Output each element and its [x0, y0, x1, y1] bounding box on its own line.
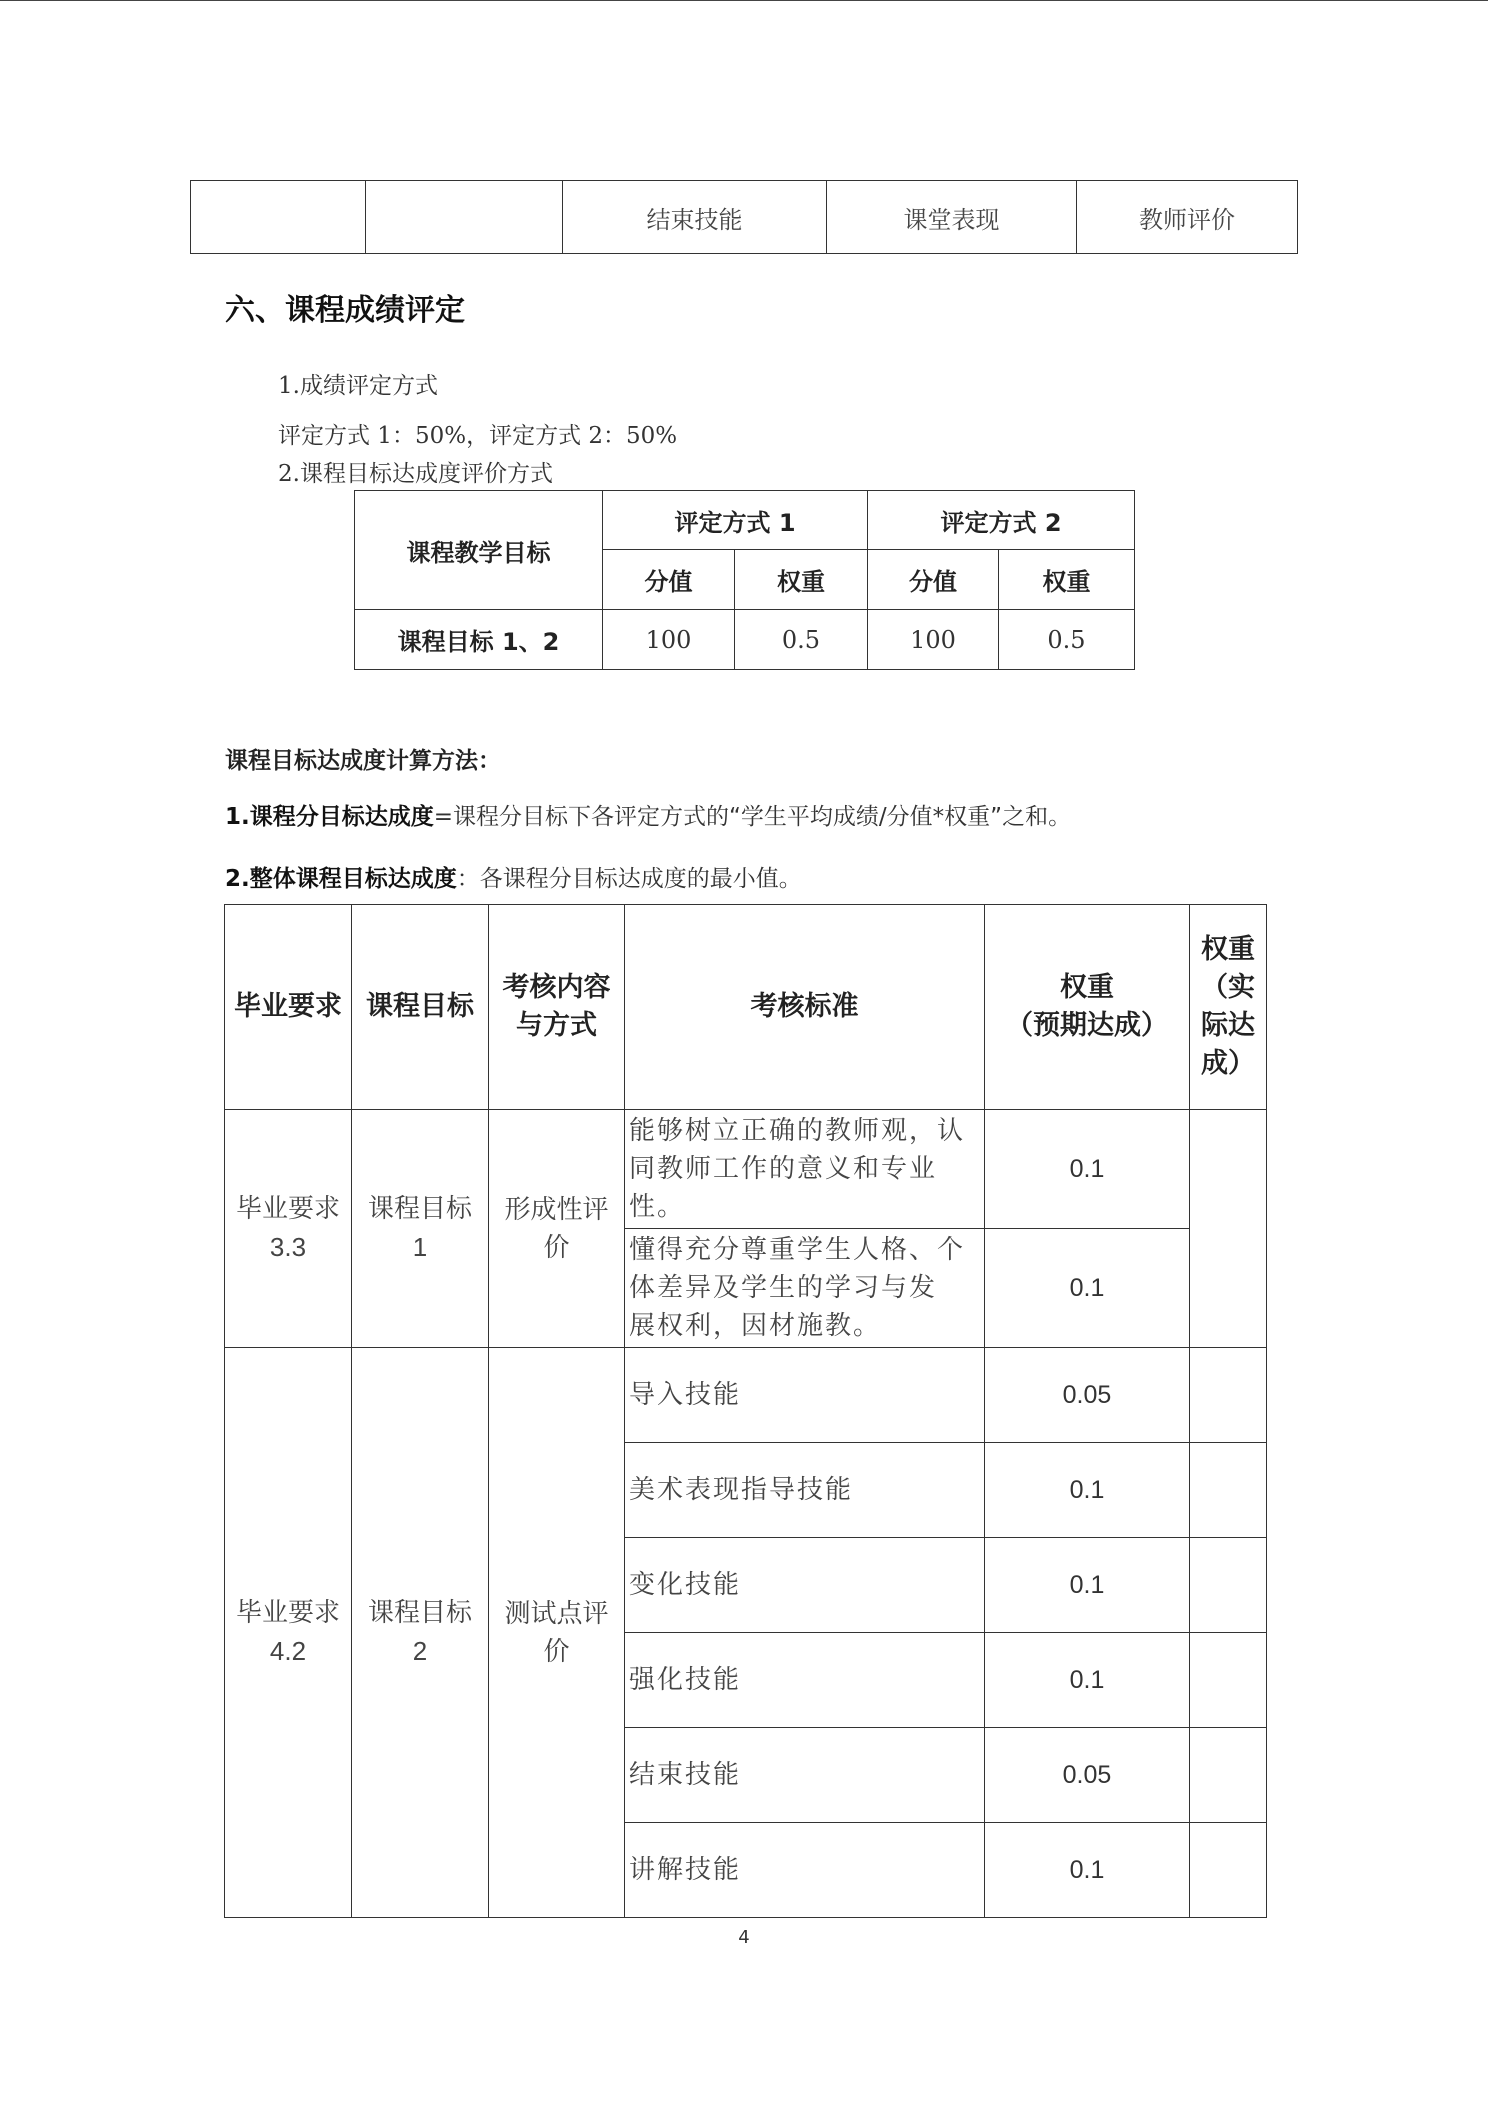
goal-number: 2 — [412, 1636, 428, 1666]
actual-weight-cell — [1190, 1110, 1267, 1348]
goal-text: 课程目标 — [367, 1194, 472, 1224]
table-cell: 教师评价 — [1077, 181, 1298, 254]
goal-evaluation-subtitle: 2.课程目标达成度评价方式 — [278, 461, 553, 487]
actual-weight-cell — [1190, 1823, 1267, 1918]
standard-cell: 讲解技能 — [625, 1823, 985, 1918]
content-header-line: 考核内容 — [502, 972, 611, 1003]
expected-weight-cell: 0.1 — [985, 1229, 1190, 1348]
weight-header-cell: 权重 — [735, 550, 868, 610]
score-header-cell: 分值 — [603, 550, 735, 610]
assessment-table — [224, 904, 1267, 1918]
standard-line: 懂得充分尊重学生人格、个 — [629, 1235, 966, 1265]
actual-weight-header-line: 成） — [1201, 1048, 1255, 1079]
content-header-line: 与方式 — [516, 1010, 597, 1041]
goal-header: 课程目标 — [352, 905, 489, 1110]
requirement-text: 毕业要求 — [235, 1194, 340, 1224]
table-row — [225, 1110, 1267, 1229]
standard-cell — [625, 1110, 985, 1229]
grading-table — [354, 490, 1135, 670]
section-title: 六、课程成绩评定 — [225, 293, 465, 328]
requirement-cell — [225, 1348, 352, 1918]
requirement-number: 4.2 — [269, 1636, 307, 1666]
goal-cell — [352, 1110, 489, 1348]
method-text: 形成性评 — [504, 1194, 609, 1225]
goal-text: 课程目标 — [367, 1598, 472, 1628]
requirement-header: 毕业要求 — [225, 905, 352, 1110]
expected-weight-cell: 0.05 — [985, 1348, 1190, 1443]
standard-cell: 结束技能 — [625, 1728, 985, 1823]
calc-line-1 — [225, 798, 1071, 831]
table-cell: 100 — [603, 610, 735, 670]
page-top-border — [0, 0, 1488, 1]
standard-cell: 美术表现指导技能 — [625, 1443, 985, 1538]
calc-line-2-text: ：各课程分目标达成度的最小值。 — [456, 866, 802, 892]
expected-weight-header-line: 权重 — [1060, 972, 1114, 1003]
actual-weight-header-line: 际达 — [1201, 1010, 1255, 1041]
continuation-table — [190, 180, 1298, 254]
table-cell: 100 — [868, 610, 999, 670]
table-cell — [366, 181, 563, 254]
expected-weight-header — [985, 905, 1190, 1110]
method-text: 价 — [543, 1636, 570, 1667]
standard-cell: 强化技能 — [625, 1633, 985, 1728]
actual-weight-header-line: （实 — [1201, 972, 1255, 1003]
calc-line-2 — [225, 860, 802, 893]
method2-header-cell: 评定方式 2 — [868, 491, 1135, 550]
table-row — [225, 905, 1267, 1110]
grading-ratio-text: 评定方式 1：50%，评定方式 2：50% — [278, 423, 678, 449]
expected-weight-cell: 0.05 — [985, 1728, 1190, 1823]
table-row — [355, 491, 1135, 550]
actual-weight-cell — [1190, 1538, 1267, 1633]
actual-weight-cell — [1190, 1728, 1267, 1823]
calc-line-1-text: =课程分目标下各评定方式的“学生平均成绩/分值*权重”之和。 — [433, 804, 1072, 830]
standard-line: 能够树立正确的教师观，认 — [629, 1116, 966, 1146]
requirement-cell — [225, 1110, 352, 1348]
standard-header: 考核标准 — [625, 905, 985, 1110]
actual-weight-cell — [1190, 1633, 1267, 1728]
requirement-text: 毕业要求 — [235, 1598, 340, 1628]
calc-line-1-term: 1.课程分目标达成度 — [225, 804, 434, 830]
requirement-number: 3.3 — [269, 1232, 307, 1262]
expected-weight-cell: 0.1 — [985, 1443, 1190, 1538]
page-number: 4 — [738, 1927, 750, 1948]
standard-cell: 导入技能 — [625, 1348, 985, 1443]
grading-method-subtitle: 1.成绩评定方式 — [278, 373, 438, 399]
expected-weight-cell: 0.1 — [985, 1823, 1190, 1918]
goal-header-cell: 课程教学目标 — [355, 491, 603, 610]
calc-method-title: 课程目标达成度计算方法： — [225, 748, 501, 774]
content-header — [489, 905, 625, 1110]
table-cell: 课堂表现 — [827, 181, 1077, 254]
table-cell: 0.5 — [735, 610, 868, 670]
standard-line: 体差异及学生的学习与发 — [629, 1273, 938, 1303]
table-row — [225, 1348, 1267, 1443]
expected-weight-cell: 0.1 — [985, 1538, 1190, 1633]
expected-weight-cell: 0.1 — [985, 1110, 1190, 1229]
method-cell — [489, 1110, 625, 1348]
actual-weight-header-line: 权重 — [1201, 934, 1255, 965]
standard-cell — [625, 1229, 985, 1348]
calc-line-2-term: 2.整体课程目标达成度 — [225, 866, 457, 892]
actual-weight-cell — [1190, 1348, 1267, 1443]
table-cell: 0.5 — [999, 610, 1135, 670]
table-row — [191, 181, 1298, 254]
row-label-cell: 课程目标 1、2 — [355, 610, 603, 670]
method1-header-cell: 评定方式 1 — [603, 491, 868, 550]
table-cell — [191, 181, 366, 254]
expected-weight-cell: 0.1 — [985, 1633, 1190, 1728]
table-row — [355, 610, 1135, 670]
actual-weight-cell — [1190, 1443, 1267, 1538]
standard-line: 展权利，因材施教。 — [629, 1311, 882, 1341]
table-cell: 结束技能 — [563, 181, 827, 254]
goal-cell — [352, 1348, 489, 1918]
goal-number: 1 — [412, 1232, 428, 1262]
actual-weight-header — [1190, 905, 1267, 1110]
weight-header-cell: 权重 — [999, 550, 1135, 610]
standard-cell: 变化技能 — [625, 1538, 985, 1633]
method-text: 测试点评 — [504, 1598, 609, 1629]
standard-line: 同教师工作的意义和专业 — [629, 1154, 938, 1184]
standard-line: 性。 — [629, 1192, 686, 1222]
expected-weight-header-line: （预期达成） — [1006, 1010, 1168, 1041]
method-text: 价 — [543, 1232, 570, 1263]
score-header-cell: 分值 — [868, 550, 999, 610]
method-cell — [489, 1348, 625, 1918]
